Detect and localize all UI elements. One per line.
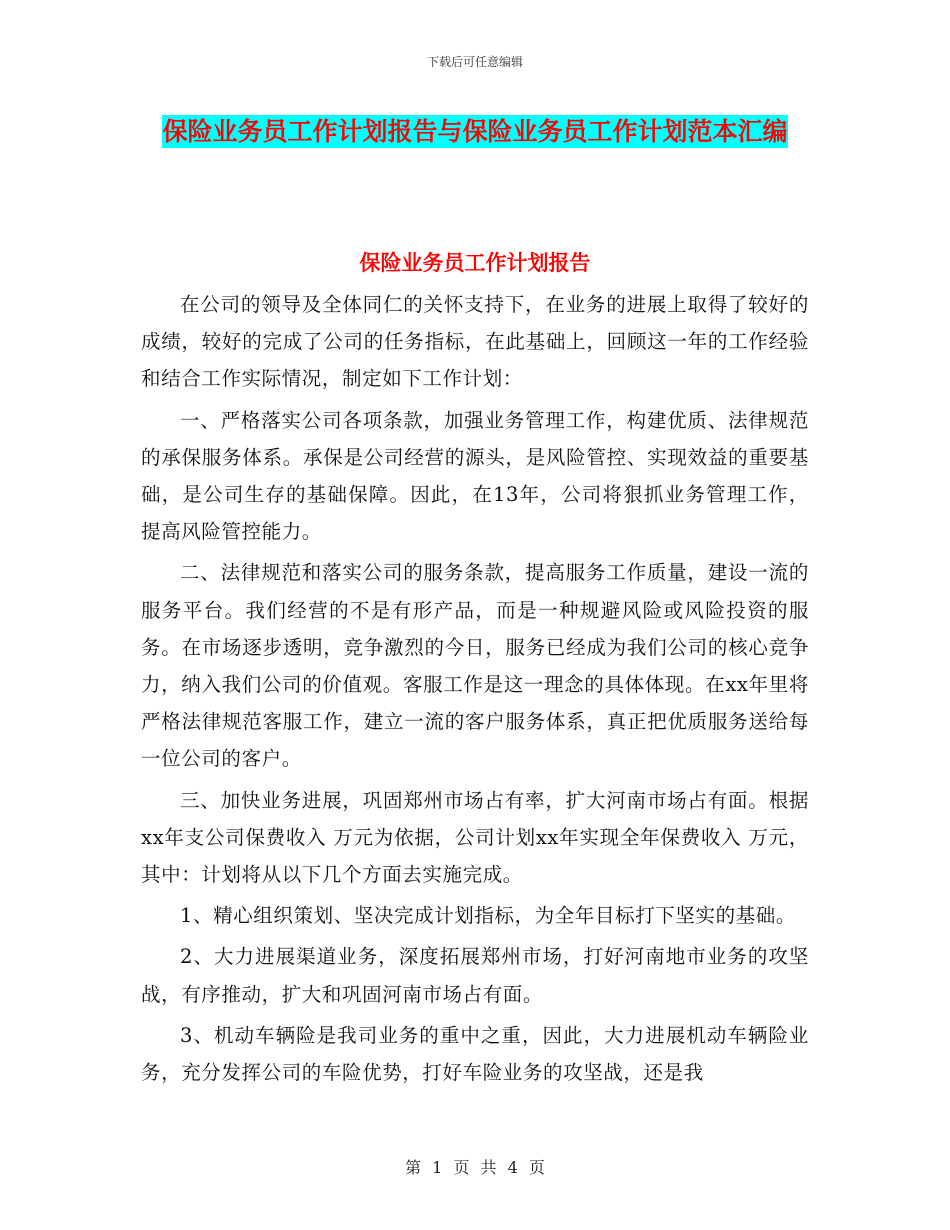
paragraph-sub-2: 2、大力进展渠道业务，深度拓展郑州市场，打好河南地市业务的攻坚战，有序推动，扩大和巩固河南市场占有面。 — [141, 945, 809, 1006]
paragraph-item-2: 二、法律规范和落实公司的服务条款，提高服务工作质量，建设一流的服务平台。我们经营的不是有形产品，而是一种规避风险或风险投资的服务。在市场逐步透明，竞争激烈的今日，服务已经成为我们公司的核心竞争力，纳入我们公司的价值观。客服工作是这一理念的具体体现。在xx年里将严格法律规范客服工作，建立一流的客户服务体系，真正把优质服务送给每一位公司的客户。 — [141, 561, 809, 771]
paragraph-item-3: 三、加快业务进展，巩固郑州市场占有率，扩大河南市场占有面。根据xx年支公司保费收入 万元为依据，公司计划xx年实现全年保费收入 万元，其中：计划将从以下几个方面去实施完成。 — [141, 788, 809, 887]
paragraph-intro: 在公司的领导及全体同仁的关怀支持下，在业务的进展上取得了较好的成绩，较好的完成了公司的任务指标，在此基础上，回顾这一年的工作经验和结合工作实际情况，制定如下工作计划： — [141, 293, 809, 391]
page-footer: 第 1 页 共 4 页 — [405, 1158, 545, 1177]
paragraph-item-1: 一、严格落实公司各项条款，加强业务管理工作，构建优质、法律规范的承保服务体系。承保是公司经营的源头，是风险管控、实现效益的重要基础，是公司生存的基础保障。因此，在13年，公司将狠抓业务管理工作，提高风险管控能力。 — [141, 408, 809, 544]
document-title — [140, 110, 810, 154]
document-title-text: 保险业务员工作计划报告与保险业务员工作计划范本汇编 — [162, 117, 788, 146]
paragraph-sub-1: 1、精心组织策划、坚决完成计划指标，为全年目标打下坚实的基础。 — [180, 904, 797, 928]
header-note: 下载后可任意编辑 — [426, 55, 523, 69]
section-title: 保险业务员工作计划报告 — [359, 251, 591, 275]
paragraph-sub-3: 3、机动车辆险是我司业务的重中之重，因此，大力进展机动车辆险业务，充分发挥公司的车险优势，打好车险业务的攻坚战，还是我 — [141, 1023, 809, 1085]
document-body — [141, 286, 809, 1095]
